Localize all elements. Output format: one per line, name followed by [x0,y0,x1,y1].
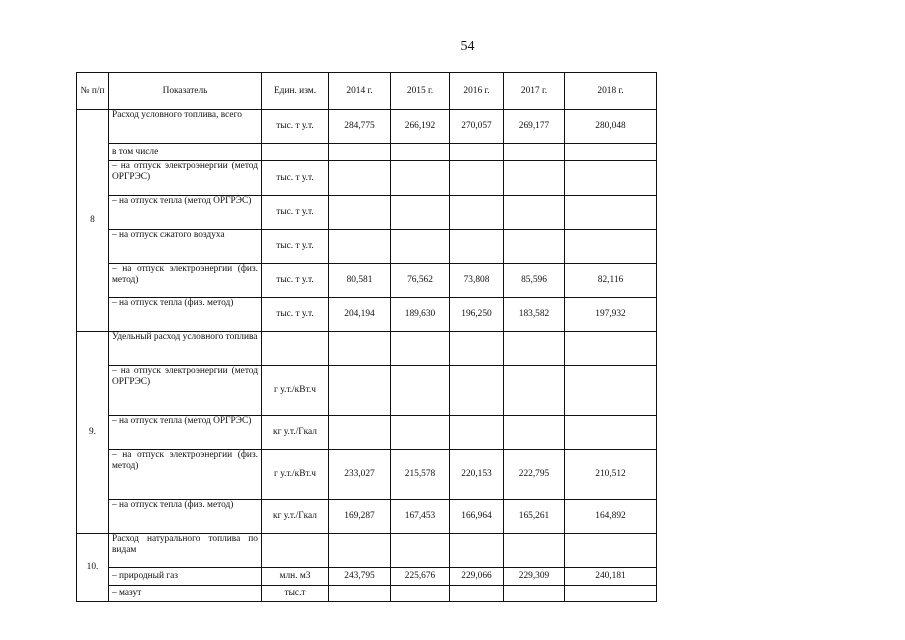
indicator-cell: Удельный расход условного топлива [109,332,262,366]
indicator-cell: – на отпуск электроэнергии (физ. метод) [109,450,262,500]
value-cell [504,366,565,416]
value-cell: 76,562 [391,264,450,298]
header-year: 2017 г. [504,73,565,110]
value-cell: 240,181 [565,568,657,586]
unit-cell: тыс. т у.т. [262,298,329,332]
value-cell [329,144,391,161]
value-cell: 166,964 [450,500,504,534]
unit-cell: кг у.т./Гкал [262,500,329,534]
value-cell: 233,027 [329,450,391,500]
value-cell [329,230,391,264]
value-cell: 229,309 [504,568,565,586]
fuel-consumption-table [76,72,657,602]
value-cell [450,144,504,161]
table-row [77,416,657,450]
row-group-number: 10. [77,534,109,602]
indicator-cell: – на отпуск тепла (метод ОРГРЭС) [109,416,262,450]
value-cell [391,416,450,450]
unit-cell: тыс. т у.т. [262,110,329,144]
unit-cell: млн. м3 [262,568,329,586]
value-cell: 215,578 [391,450,450,500]
value-cell: 197,932 [565,298,657,332]
value-cell [391,230,450,264]
value-cell [329,332,391,366]
value-cell [450,534,504,568]
value-cell [450,332,504,366]
value-cell: 85,596 [504,264,565,298]
header-unit: Един. изм. [262,73,329,110]
value-cell [504,144,565,161]
table-row [77,332,657,366]
value-cell [504,196,565,230]
value-cell: 270,057 [450,110,504,144]
value-cell [391,586,450,602]
page-number: 54 [460,39,475,54]
indicator-cell: в том числе [109,144,262,161]
value-cell [391,534,450,568]
value-cell: 220,153 [450,450,504,500]
value-cell [565,534,657,568]
value-cell [450,586,504,602]
value-cell [565,366,657,416]
value-cell: 266,192 [391,110,450,144]
table-row [77,264,657,298]
value-cell [391,144,450,161]
value-cell [565,196,657,230]
value-cell [329,366,391,416]
indicator-cell: – природный газ [109,568,262,586]
value-cell [504,416,565,450]
value-cell [504,586,565,602]
table-row [77,534,657,568]
unit-cell: тыс. т у.т. [262,264,329,298]
header-year: 2018 г. [565,73,657,110]
value-cell: 80,581 [329,264,391,298]
indicator-cell: – на отпуск электроэнергии (метод ОРГРЭС) [109,161,262,196]
value-cell [450,416,504,450]
table-row [77,230,657,264]
indicator-cell: Расход условного топлива, всего [109,110,262,144]
value-cell: 167,453 [391,500,450,534]
value-cell [450,366,504,416]
unit-cell [262,144,329,161]
value-cell [329,534,391,568]
indicator-cell: – мазут [109,586,262,602]
value-cell [391,332,450,366]
indicator-cell: – на отпуск электроэнергии (метод ОРГРЭС) [109,366,262,416]
value-cell: 210,512 [565,450,657,500]
table-row [77,366,657,416]
value-cell [565,416,657,450]
value-cell: 229,066 [450,568,504,586]
value-cell [565,161,657,196]
value-cell [450,161,504,196]
unit-cell: тыс.т [262,586,329,602]
value-cell [504,230,565,264]
value-cell: 225,676 [391,568,450,586]
value-cell: 183,582 [504,298,565,332]
value-cell: 243,795 [329,568,391,586]
table-row [77,144,657,161]
value-cell [329,586,391,602]
value-cell [391,196,450,230]
value-cell [391,161,450,196]
unit-cell: тыс. т у.т. [262,161,329,196]
indicator-cell: – на отпуск электроэнергии (физ. метод) [109,264,262,298]
table-header-row [77,73,657,110]
table-row [77,298,657,332]
unit-cell [262,534,329,568]
unit-cell: тыс. т у.т. [262,230,329,264]
value-cell [329,161,391,196]
table-row [77,450,657,500]
value-cell: 284,775 [329,110,391,144]
value-cell [450,230,504,264]
table-row [77,196,657,230]
value-cell [329,196,391,230]
header-num: № п/п [77,73,109,110]
value-cell: 222,795 [504,450,565,500]
row-group-number: 8 [77,110,109,332]
value-cell [504,332,565,366]
value-cell: 82,116 [565,264,657,298]
table-row [77,500,657,534]
table-row [77,586,657,602]
value-cell: 164,892 [565,500,657,534]
value-cell [450,196,504,230]
unit-cell: г у.т./кВт.ч [262,450,329,500]
value-cell: 280,048 [565,110,657,144]
value-cell [329,416,391,450]
value-cell: 165,261 [504,500,565,534]
indicator-cell: Расход натурального топлива по видам [109,534,262,568]
value-cell: 204,194 [329,298,391,332]
value-cell [565,586,657,602]
table-row [77,161,657,196]
unit-cell: тыс. т у.т. [262,196,329,230]
value-cell: 196,250 [450,298,504,332]
indicator-cell: – на отпуск сжатого воздуха [109,230,262,264]
value-cell [504,161,565,196]
value-cell [565,230,657,264]
indicator-cell: – на отпуск тепла (физ. метод) [109,298,262,332]
indicator-cell: – на отпуск тепла (метод ОРГРЭС) [109,196,262,230]
header-year: 2015 г. [391,73,450,110]
value-cell: 73,808 [450,264,504,298]
value-cell [504,534,565,568]
unit-cell: г у.т./кВт.ч [262,366,329,416]
value-cell: 169,287 [329,500,391,534]
value-cell [565,332,657,366]
value-cell: 269,177 [504,110,565,144]
value-cell [565,144,657,161]
value-cell [391,366,450,416]
header-indicator: Показатель [109,73,262,110]
unit-cell [262,332,329,366]
header-year: 2014 г. [329,73,391,110]
header-year: 2016 г. [450,73,504,110]
table-row [77,110,657,144]
table-row [77,568,657,586]
value-cell: 189,630 [391,298,450,332]
unit-cell: кг у.т./Гкал [262,416,329,450]
row-group-number: 9. [77,332,109,534]
indicator-cell: – на отпуск тепла (физ. метод) [109,500,262,534]
